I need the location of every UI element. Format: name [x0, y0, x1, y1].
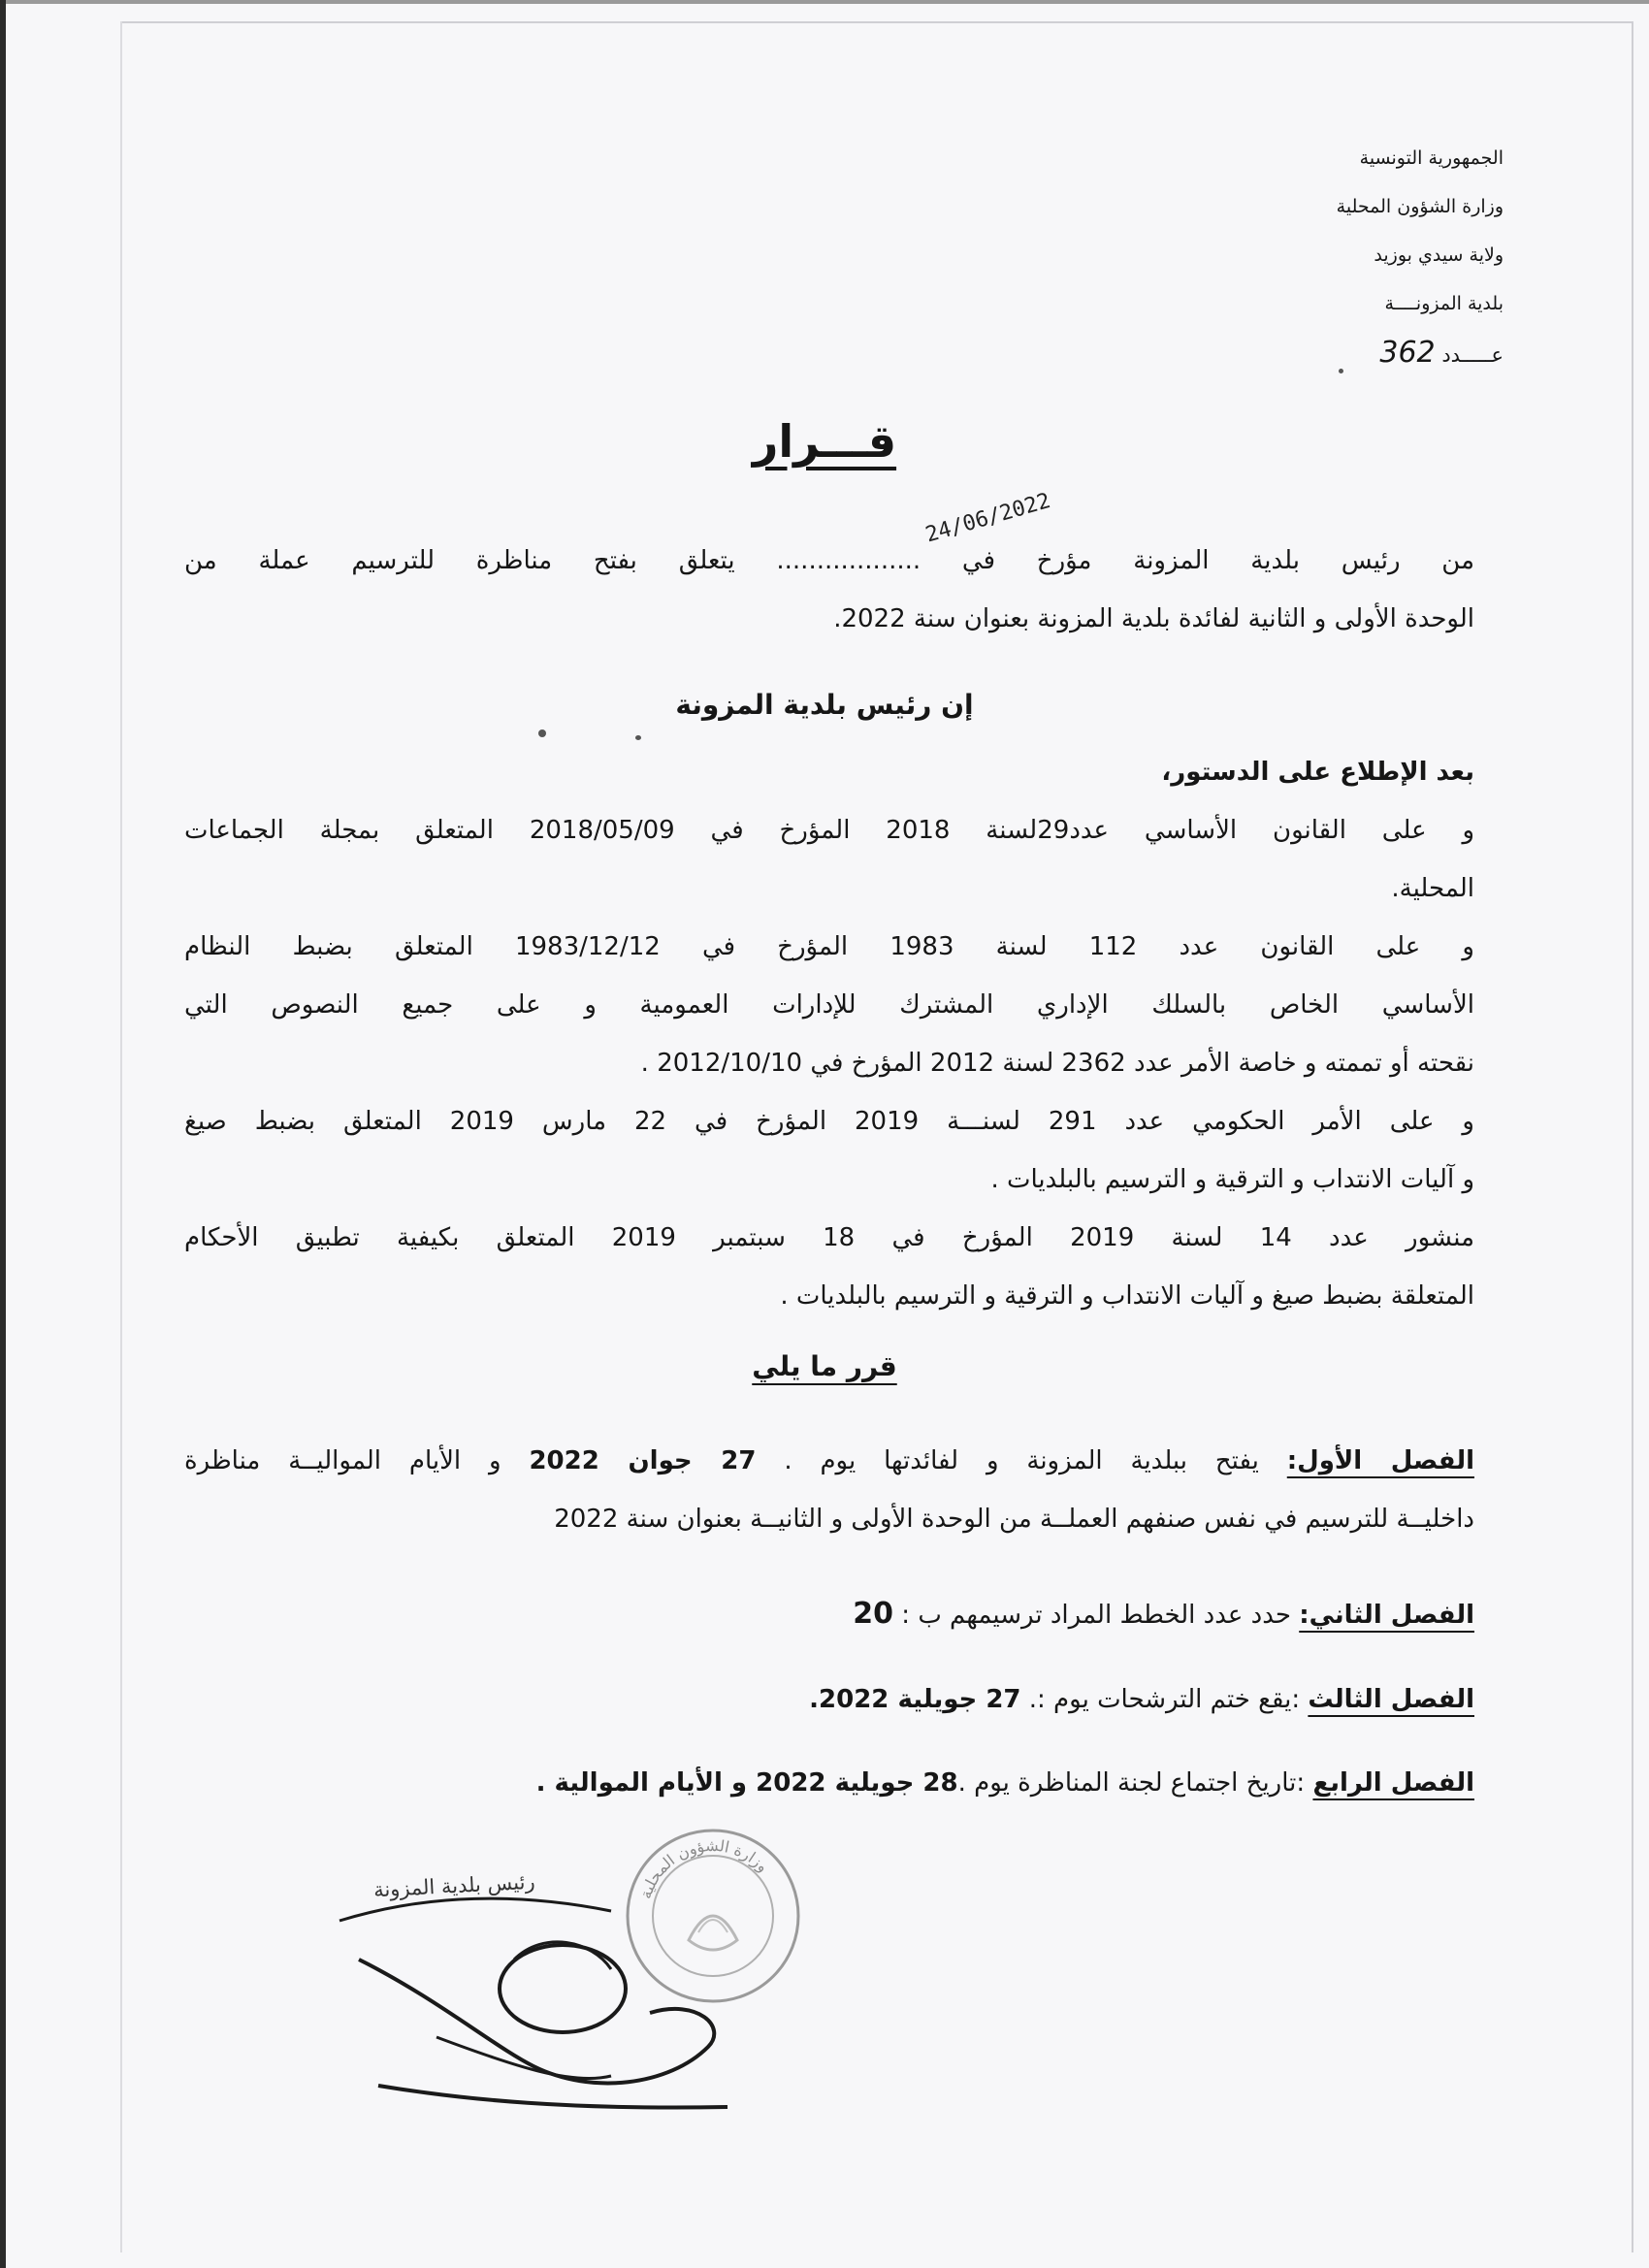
preamble-law-1983-line-3: نقحته أو تممته و خاصة الأمر عدد 2362 لسنة 2012 المؤرخ في 2012/10/10 . — [640, 1049, 1474, 1078]
article-2-label: الفصل الثاني: — [1299, 1601, 1474, 1630]
handwritten-date: 24/06/2022 — [922, 488, 1053, 548]
preamble-decree-2019-line-1: و على الأمر الحكومي عدد 291 لسنـــة 2019 المؤرخ في 22 مارس 2019 المتعلق بضبط صيغ — [184, 1107, 1474, 1136]
article-4-label: الفصل الرابع — [1312, 1768, 1474, 1798]
preamble-law-1983-line-1: و على القانون عدد 112 لسنة 1983 المؤرخ في 1983/12/12 المتعلق بضبط النظام — [184, 932, 1474, 961]
reference-number-value: 362 — [1379, 336, 1436, 370]
article-2-text: حدد عدد الخطط المراد ترسيمهم ب : — [893, 1601, 1300, 1630]
article-3-label: الفصل الثالث — [1308, 1685, 1474, 1714]
header-governorate: ولاية سيدي بوزيد — [1374, 244, 1504, 266]
preamble-circular-line-1: منشور عدد 14 لسنة 2019 المؤرخ في 18 سبتمبر 2019 المتعلق بكيفية تطبيق الأحكام — [184, 1223, 1474, 1252]
reference-number — [1116, 328, 1504, 378]
article-2-line — [184, 1585, 1474, 1643]
reference-number-label: عـــــدد — [1441, 343, 1504, 367]
article-1-line-2: داخليــة للترسيم في نفس صنفهم العملــة من الوحدة الأولى و الثانيــة بعنوان سنة 2022 — [554, 1505, 1474, 1534]
preamble-law-2018-line-2: المحلية. — [1391, 874, 1474, 903]
article-3-date: 27 جويلية 2022. — [809, 1685, 1021, 1714]
scan-speck — [1339, 369, 1343, 373]
signature-name: رئيس بلدية المزونة — [372, 1869, 536, 1902]
article-1-text-a: يفتح ببلدية المزونة و لفائدتها يوم . — [756, 1446, 1287, 1475]
article-4-line — [184, 1754, 1474, 1812]
document-title — [0, 415, 1649, 468]
article-2-count: 20 — [853, 1597, 894, 1631]
article-4-date: 28 جويلية 2022 و الأيام الموالية . — [535, 1768, 958, 1798]
article-4 — [184, 1754, 1474, 1812]
article-3-line — [184, 1670, 1474, 1729]
page-border-right — [1632, 21, 1633, 2252]
scan-speck — [538, 729, 546, 737]
handwritten-signature — [320, 1843, 786, 2154]
article-4-text: :تاريخ اجتماع لجنة المناظرة يوم . — [957, 1768, 1313, 1798]
page-border-top — [120, 21, 1633, 23]
preamble-law-1983-line-2: الأساسي الخاص بالسلك الإداري المشترك للإدارات العمومية و على جميع النصوص التي — [184, 990, 1474, 1020]
page-border-left — [120, 21, 122, 2252]
scan-edge-top — [0, 0, 1649, 4]
preamble-law-2018-line-1: و على القانون الأساسي عدد29لسنة 2018 المؤرخ في 2018/05/09 المتعلق بمجلة الجماعات — [184, 816, 1474, 845]
header-municipality: بلدية المزونــــة — [1384, 293, 1504, 314]
subject-line-2: الوحدة الأولى و الثانية لفائدة بلدية المزونة بعنوان سنة 2022. — [833, 604, 1474, 633]
preamble-decree-2019-line-2: و آليات الانتداب و الترقية و الترسيم بالبلديات . — [990, 1165, 1474, 1194]
subject-line-1: من رئيس بلدية المزونة مؤرخ في .................. يتعلق بفتح مناظرة للترسيم عملة من — [184, 546, 1474, 575]
president-heading: إن رئيس بلدية المزونة — [675, 689, 974, 721]
article-1-label: الفصل الأول: — [1286, 1446, 1474, 1475]
article-2 — [184, 1585, 1474, 1643]
scan-speck — [635, 735, 641, 740]
letterhead — [1116, 134, 1504, 378]
preamble-circular-line-2: المتعلقة بضبط صيغ و آليات الانتداب و الترقية و الترسيم بالبلديات . — [780, 1281, 1474, 1311]
preamble — [184, 743, 1474, 1325]
article-1 — [184, 1432, 1474, 1548]
article-3 — [184, 1670, 1474, 1729]
decides-heading: قرر ما يلي — [752, 1350, 897, 1382]
article-1-text-c: و الأيام المواليــة مناظرة — [184, 1446, 530, 1475]
header-republic: الجمهورية التونسية — [1359, 147, 1504, 169]
preamble-constitution: بعد الإطلاع على الدستور، — [1161, 758, 1474, 787]
stamp-text: وزارة الشؤون المحلية — [635, 1835, 773, 1901]
article-1-date: 27 جوان 2022 — [529, 1446, 757, 1475]
scan-edge-left — [0, 0, 6, 2268]
document-title-text: قـــرار — [752, 415, 897, 468]
article-3-text: :يقع ختم الترشحات يوم :. — [1020, 1685, 1309, 1714]
article-1-line-1 — [184, 1432, 1474, 1490]
decision-subject — [184, 532, 1474, 648]
header-ministry: وزارة الشؤون المحلية — [1336, 196, 1504, 217]
